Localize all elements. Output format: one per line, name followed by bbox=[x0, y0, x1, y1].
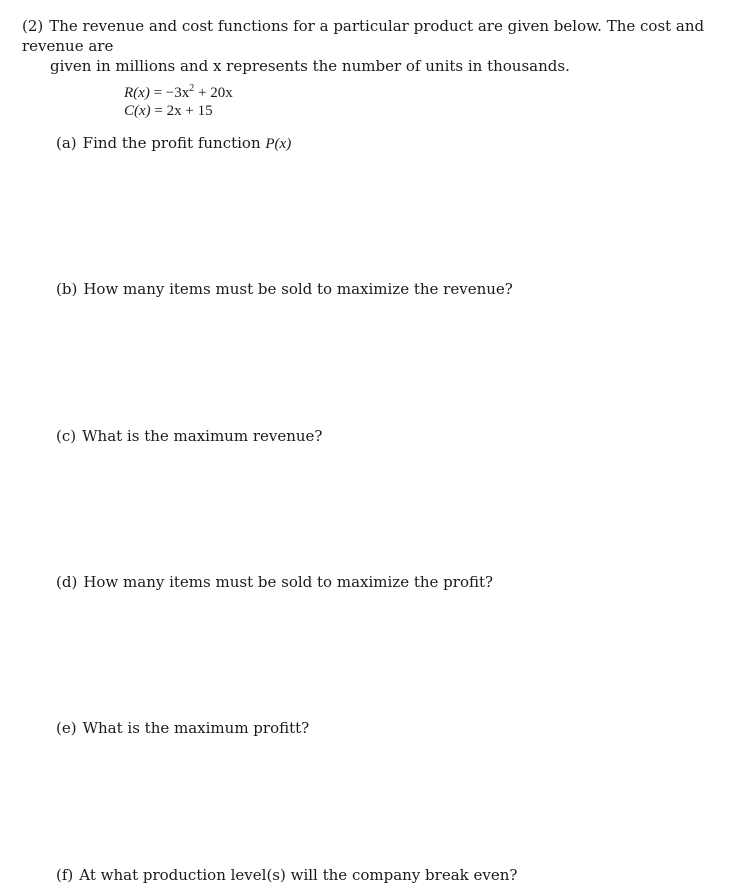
part-c bbox=[56, 426, 322, 446]
revenue-equation bbox=[124, 84, 233, 102]
cost-rhs: = 2x + 15 bbox=[154, 103, 213, 119]
revenue-lhs: R(x) bbox=[124, 85, 150, 101]
cost-equation bbox=[124, 102, 213, 120]
part-c-text: What is the maximum revenue? bbox=[82, 427, 323, 445]
part-f bbox=[56, 865, 517, 885]
part-b bbox=[56, 279, 513, 299]
part-f-text: At what production level(s) will the company break even? bbox=[79, 866, 518, 884]
cost-lhs: C(x) bbox=[124, 103, 151, 119]
part-e-text: What is the maximum profitt? bbox=[82, 719, 310, 737]
problem-statement bbox=[22, 16, 727, 76]
part-e bbox=[56, 718, 309, 738]
revenue-rhs-post: + 20x bbox=[194, 85, 233, 101]
part-b-text: How many items must be sold to maximize the revenue? bbox=[83, 280, 513, 298]
part-f-label: (f) bbox=[56, 866, 74, 884]
revenue-rhs-pre: = −3x bbox=[153, 85, 190, 101]
part-d bbox=[56, 572, 493, 592]
part-d-label: (d) bbox=[56, 573, 78, 591]
part-a bbox=[56, 133, 291, 154]
part-a-text: Find the profit function bbox=[82, 134, 266, 152]
part-d-text: How many items must be sold to maximize the profit? bbox=[83, 573, 494, 591]
part-e-label: (e) bbox=[56, 719, 77, 737]
part-a-math: P(x) bbox=[265, 136, 292, 152]
part-b-label: (b) bbox=[56, 280, 78, 298]
part-a-label: (a) bbox=[56, 134, 77, 152]
revenue-exponent: 2 bbox=[189, 83, 195, 94]
intro-line-1: The revenue and cost functions for a particular product are given below. The cost and revenue are bbox=[22, 17, 705, 55]
problem-number: (2) bbox=[22, 17, 44, 35]
intro-line-2: given in millions and x represents the number of units in thousands. bbox=[50, 57, 570, 75]
part-c-label: (c) bbox=[56, 427, 77, 445]
